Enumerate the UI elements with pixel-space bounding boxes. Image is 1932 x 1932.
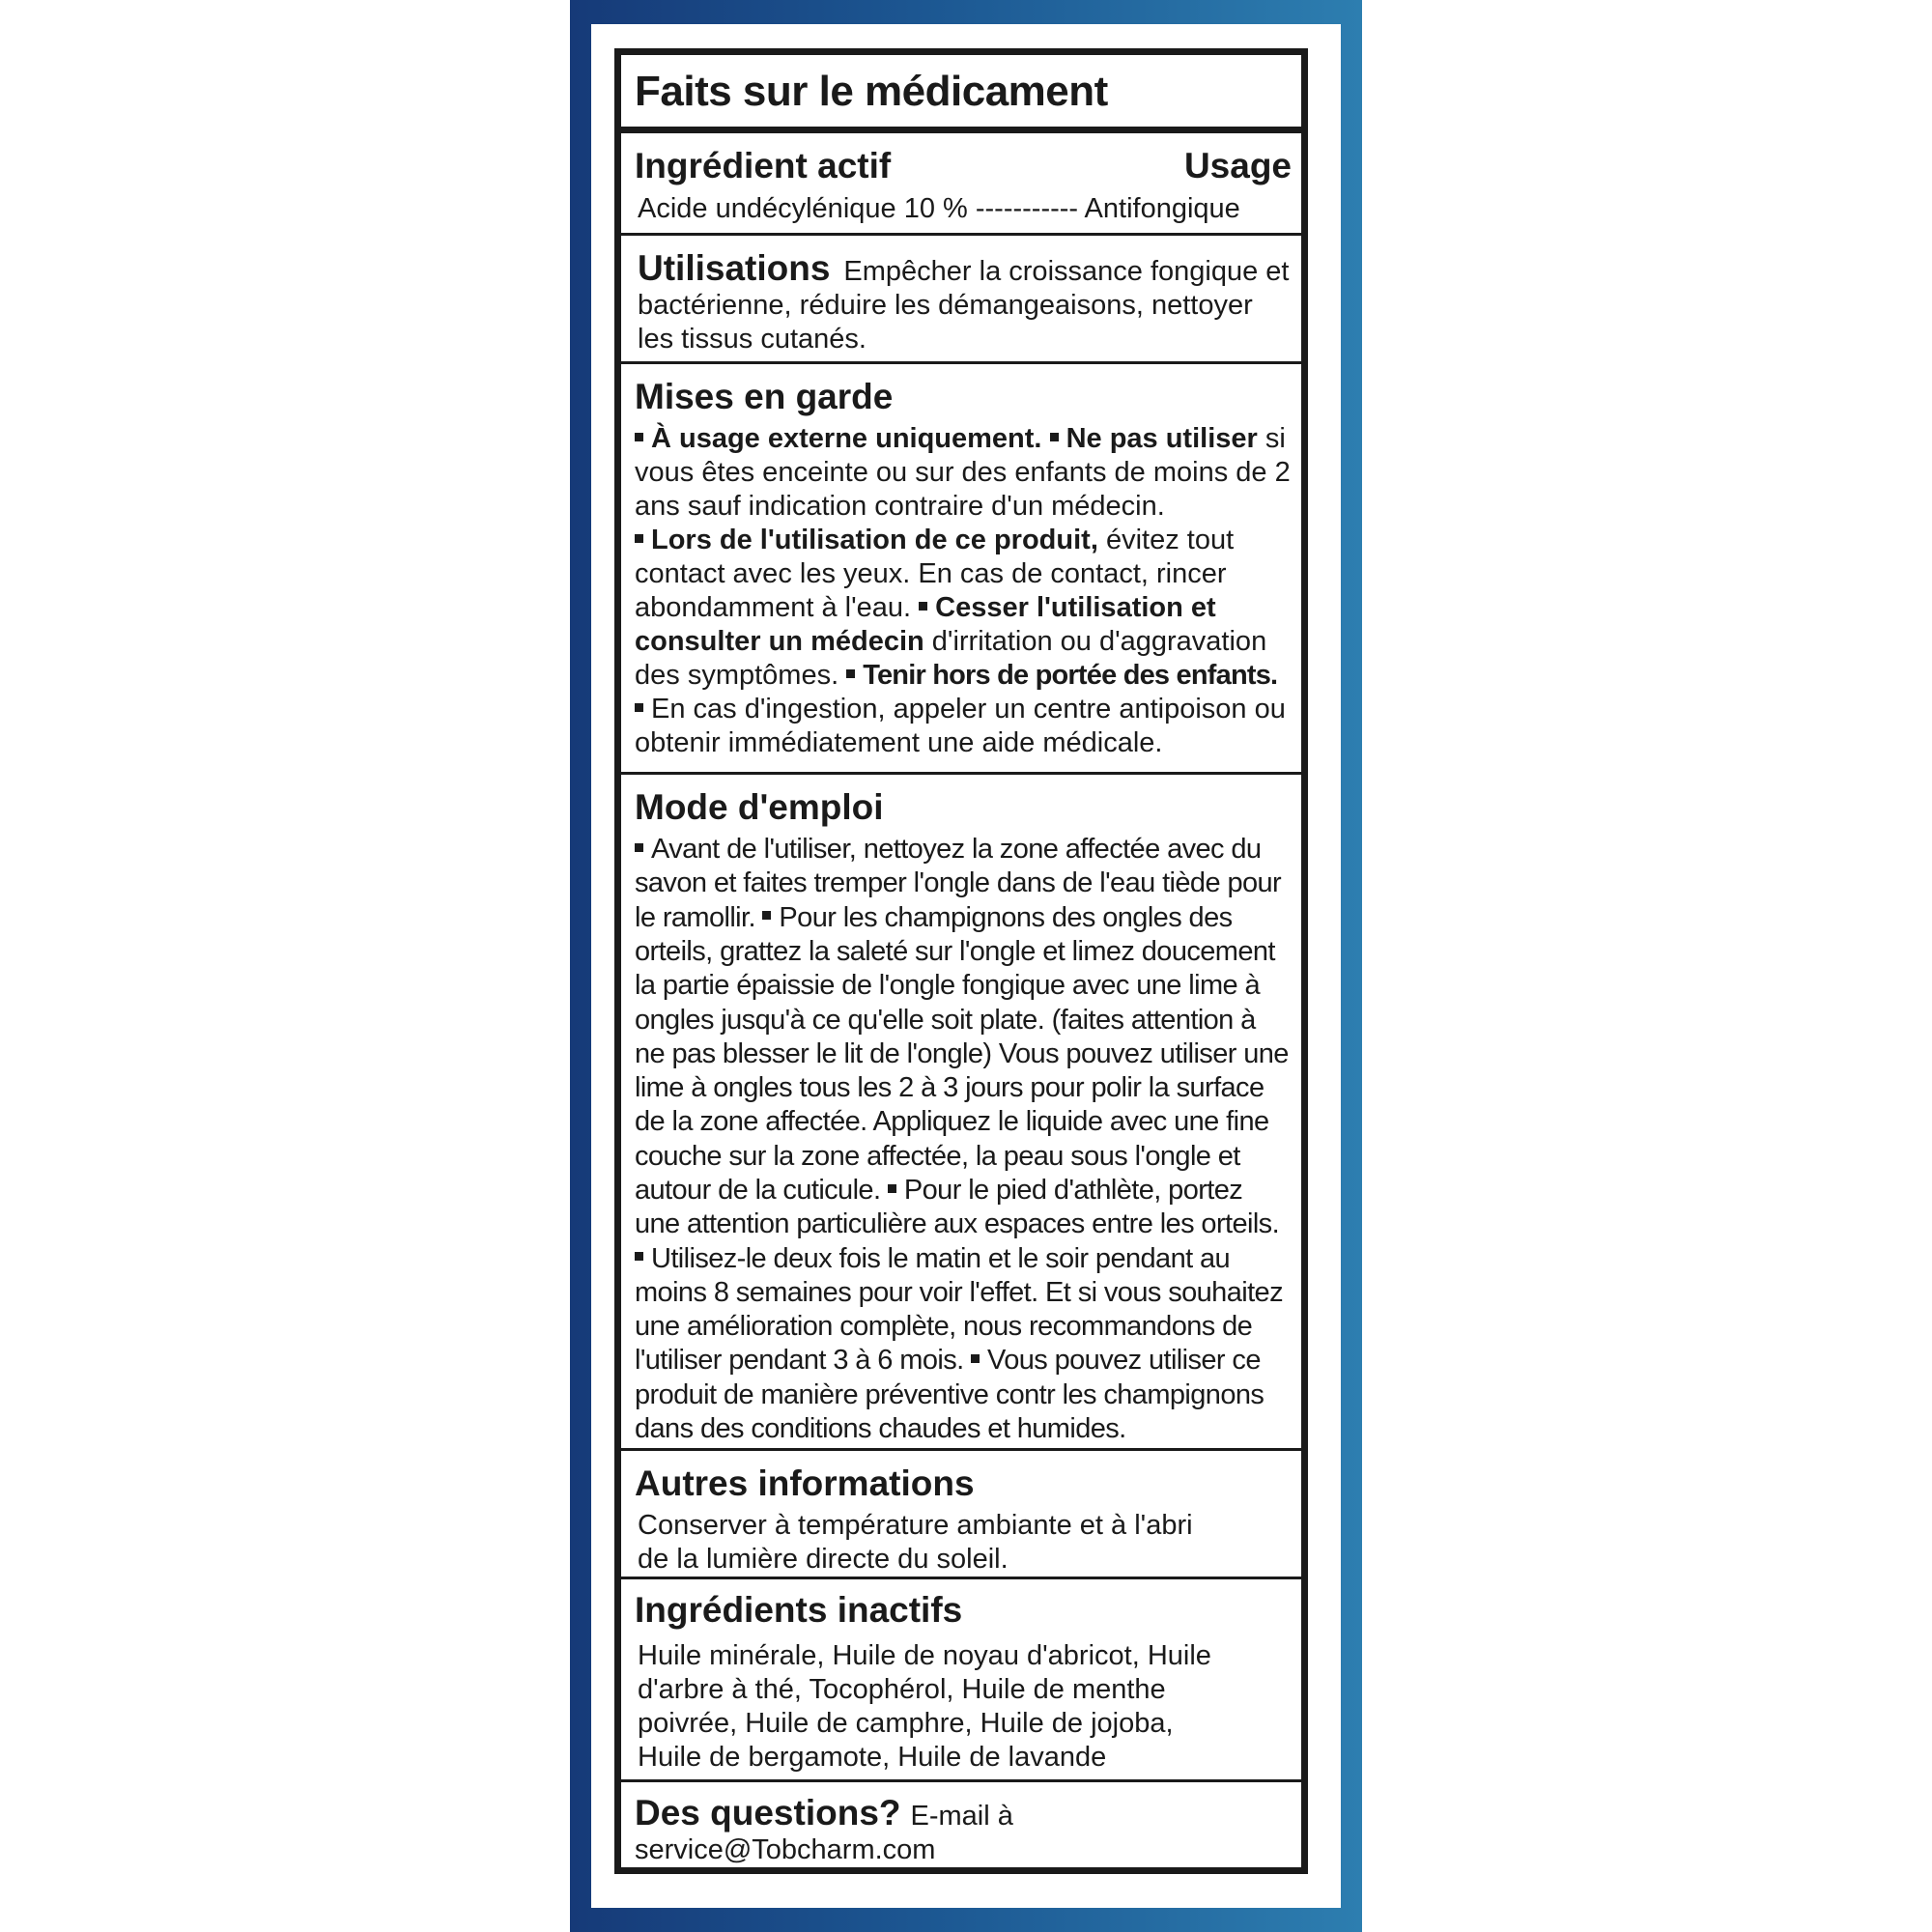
uses-section: [621, 236, 1301, 364]
drug-facts-panel: [614, 48, 1308, 1874]
active-ingredient-heading: Ingrédient actif: [635, 145, 892, 185]
directions-section: [621, 775, 1301, 1451]
direction-clean: Avant de l'utiliser, nettoyez la zone affectée avec du savon et faites tremper l'ongle dans de l'eau tiède pour le ramollir.: [635, 834, 1282, 933]
warning-ingestion: En cas d'ingestion, appeler un centre antipoison ou obtenir immédiatement une aide médicale.: [635, 693, 1286, 758]
active-ingredient-line: Acide undécylénique 10 % ----------- Antifongique: [638, 192, 1240, 224]
warning-stop-use: Cesser l'utilisation et consulter un médecin: [635, 591, 1216, 657]
inactive-line-2: d'arbre à thé, Tocophérol, Huile de menthe: [638, 1673, 1166, 1705]
bullet-icon: [1050, 433, 1059, 441]
warning-do-not-use-text: si vous êtes enceinte ou sur des enfants de moins de 2 ans sauf indication contraire d'un médecin.: [635, 422, 1291, 522]
bullet-icon: [635, 433, 643, 441]
bullet-icon: [762, 911, 771, 920]
bullet-icon: [635, 843, 643, 852]
bullet-icon: [919, 602, 927, 611]
other-information-text: [635, 1509, 1292, 1577]
uses-text-block: [635, 249, 1292, 356]
direction-frequency: Utilisez-le deux fois le matin et le soir pendant au moins 8 semaines pour voir l'effet. Et si vous souhaitez une amélioration complète, nous recommandons de l'utiliser pendant 3 à 6 mois.: [635, 1242, 1283, 1377]
bullet-icon: [888, 1184, 896, 1193]
inactive-ingredients-heading: Ingrédients inactifs: [635, 1589, 963, 1630]
inactive-line-3: poivrée, Huile de camphre, Huile de jojoba,: [638, 1707, 1174, 1739]
questions-heading: Des questions?: [635, 1793, 901, 1833]
bullet-icon: [635, 703, 643, 712]
inactive-ingredients-text: [635, 1639, 1292, 1775]
storage-line-2: de la lumière directe du soleil.: [638, 1543, 1009, 1575]
active-ingredient-section: [621, 133, 1301, 236]
warnings-heading: Mises en garde: [635, 376, 894, 416]
directions-heading: Mode d'emploi: [635, 787, 884, 828]
warning-stop-use-text: d'irritation ou d'aggravation des symptômes.: [635, 625, 1267, 691]
bullet-icon: [635, 1252, 643, 1261]
inactive-ingredients-section: [621, 1579, 1301, 1782]
directions-text: [635, 833, 1292, 1446]
inactive-line-4: Huile de bergamote, Huile de lavande: [638, 1741, 1107, 1773]
contact-email[interactable]: E-mail à service@Tobcharm.com: [635, 1801, 1013, 1866]
other-information-section: [621, 1451, 1301, 1579]
warning-do-not-use: Ne pas utiliser: [1065, 422, 1258, 454]
drug-facts-title: Faits sur le médicament: [635, 68, 1108, 115]
warning-keep-out-of-reach: Tenir hors de portée des enfants.: [863, 659, 1278, 691]
bullet-icon: [635, 534, 643, 543]
warnings-section: [621, 364, 1301, 775]
bullet-icon: [846, 669, 855, 678]
uses-heading: Utilisations: [638, 248, 831, 289]
direction-toenail-fungus: Pour les champignons des ongles des orteils, grattez la saleté sur l'ongle et limez doucement la partie épaissie de l'ongle fongique avec une lime à ongles jusqu'à ce qu'elle soit plate. (faites attention à ne pas blesser le lit de l'ongle) Vous pouvez utiliser une lime à ongles tous les 2 à 3 jours pour polir la surface de la zone affectée. Appliquez le liquide avec une fine couche sur la zone affectée, la peau sous l'ongle et autour de la cuticule.: [635, 901, 1289, 1206]
warning-when-using-text: évitez tout contact avec les yeux. En cas de contact, rincer abondamment à l'eau.: [635, 524, 1235, 623]
title-section: [621, 55, 1301, 133]
questions-line: [635, 1794, 1292, 1867]
bullet-icon: [971, 1354, 980, 1363]
storage-line-1: Conserver à température ambiante et à l'abri: [638, 1509, 1193, 1541]
active-ingredient-header: [635, 147, 1292, 186]
direction-preventive: Vous pouvez utiliser ce produit de manière préventive contr les champignons dans des conditions chaudes et humides.: [635, 1345, 1264, 1445]
uses-text: Empêcher la croissance fongique et bactérienne, réduire les démangeaisons, nettoyer les tissus cutanés.: [638, 256, 1290, 355]
inactive-line-1: Huile minérale, Huile de noyau d'abricot, Huile: [638, 1639, 1211, 1671]
other-information-heading: Autres informations: [635, 1463, 975, 1503]
warning-when-using: Lors de l'utilisation de ce produit,: [651, 524, 1098, 555]
warnings-text: [635, 422, 1292, 760]
warning-external-use: À usage externe uniquement.: [651, 422, 1042, 454]
direction-athletes-foot: Pour le pied d'athlète, portez une attention particulière aux espaces entre les orteils.: [635, 1175, 1280, 1240]
purpose-heading: Usage: [1183, 145, 1292, 185]
questions-section: [621, 1782, 1301, 1867]
